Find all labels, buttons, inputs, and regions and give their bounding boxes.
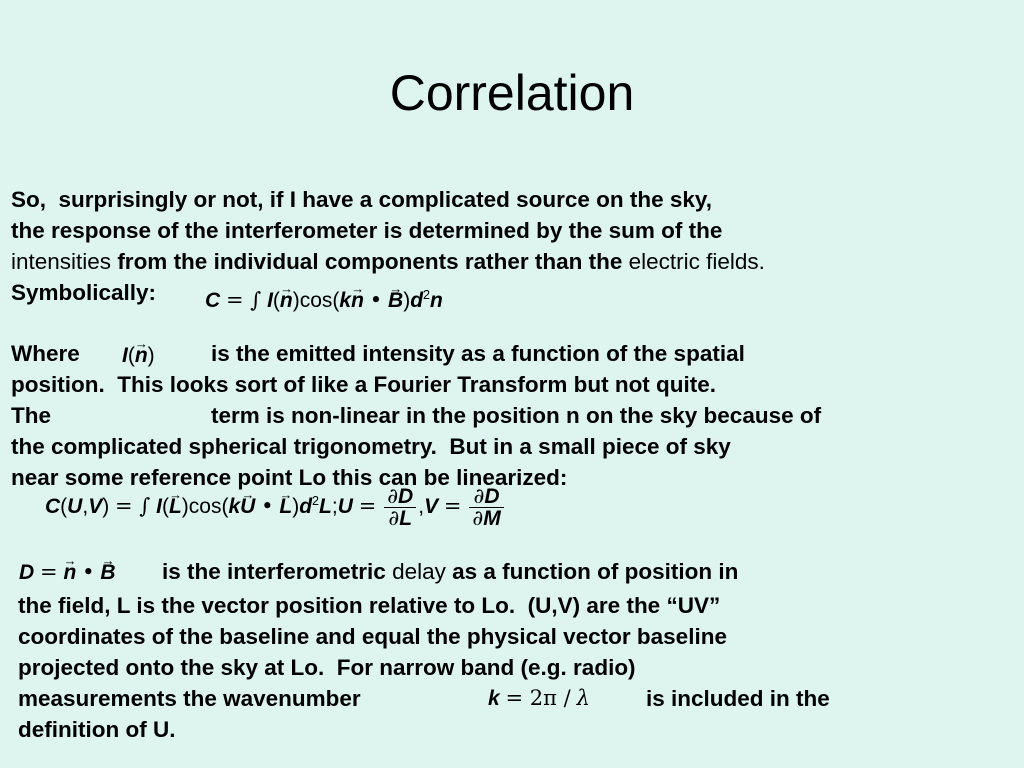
para2-line4: the complicated spherical trigonometry. But in a small piece of sky bbox=[11, 434, 731, 459]
delay-word: delay bbox=[392, 559, 446, 584]
para1-line1: So, surprisingly or not, if I have a complicated source on the sky, bbox=[11, 187, 713, 212]
para3-line2: the field, L is the vector position relative to Lo. (U,V) are the “UV” bbox=[18, 593, 721, 618]
correlation-equation: C = ∫ I(→ n)cos(k→ n • → $B)d^2n$ bbox=[205, 290, 443, 311]
the-label: The bbox=[11, 403, 52, 428]
from-components-text: from the individual components rather than the bbox=[111, 249, 629, 274]
intensity-symbol: I(→ n) bbox=[122, 345, 155, 366]
para2-line1: is the emitted intensity as a function of the spatial bbox=[211, 341, 745, 366]
where-label: Where bbox=[11, 341, 80, 366]
wavenumber-equation: k = 2π / λ bbox=[488, 686, 590, 710]
linearized-equation: C(U,V) = ∫ I(→ L)cos(k→ U • → $L)d^2L;U$ = $\frac{\partial D}{\partial L}$ ,V = $\frac{\partial D}{\partial M}$ bbox=[45, 486, 506, 529]
symbolically-label: Symbolically: bbox=[11, 280, 157, 305]
slide-title: Correlation bbox=[389, 65, 635, 121]
para3-line6: definition of U. bbox=[18, 717, 176, 742]
para1-line3 bbox=[11, 251, 765, 274]
intensities-text: intensities bbox=[11, 249, 112, 274]
interferometric-text: is the interferometric bbox=[162, 559, 393, 584]
delay-definition: D = → n • → B bbox=[19, 562, 116, 583]
para3-line5: is included in the bbox=[646, 686, 830, 711]
para2-line2: position. This looks sort of like a Fourier Transform but not quite. bbox=[11, 372, 717, 397]
electric-fields-text: electric fields. bbox=[628, 249, 765, 274]
para2-line3: term is non-linear in the position n on the sky because of bbox=[211, 403, 822, 428]
function-of-position-text: as a function of position in bbox=[445, 559, 739, 584]
para3-line3: coordinates of the baseline and equal the physical vector baseline bbox=[18, 624, 727, 649]
para3-line4: projected onto the sky at Lo. For narrow band (e.g. radio) bbox=[18, 655, 636, 680]
wavenumber-label: measurements the wavenumber bbox=[18, 686, 361, 711]
para1-line2: the response of the interferometer is determined by the sum of the bbox=[11, 218, 723, 243]
para3-line1 bbox=[162, 561, 738, 584]
para2-line5: near some reference point Lo this can be linearized: bbox=[11, 465, 568, 490]
